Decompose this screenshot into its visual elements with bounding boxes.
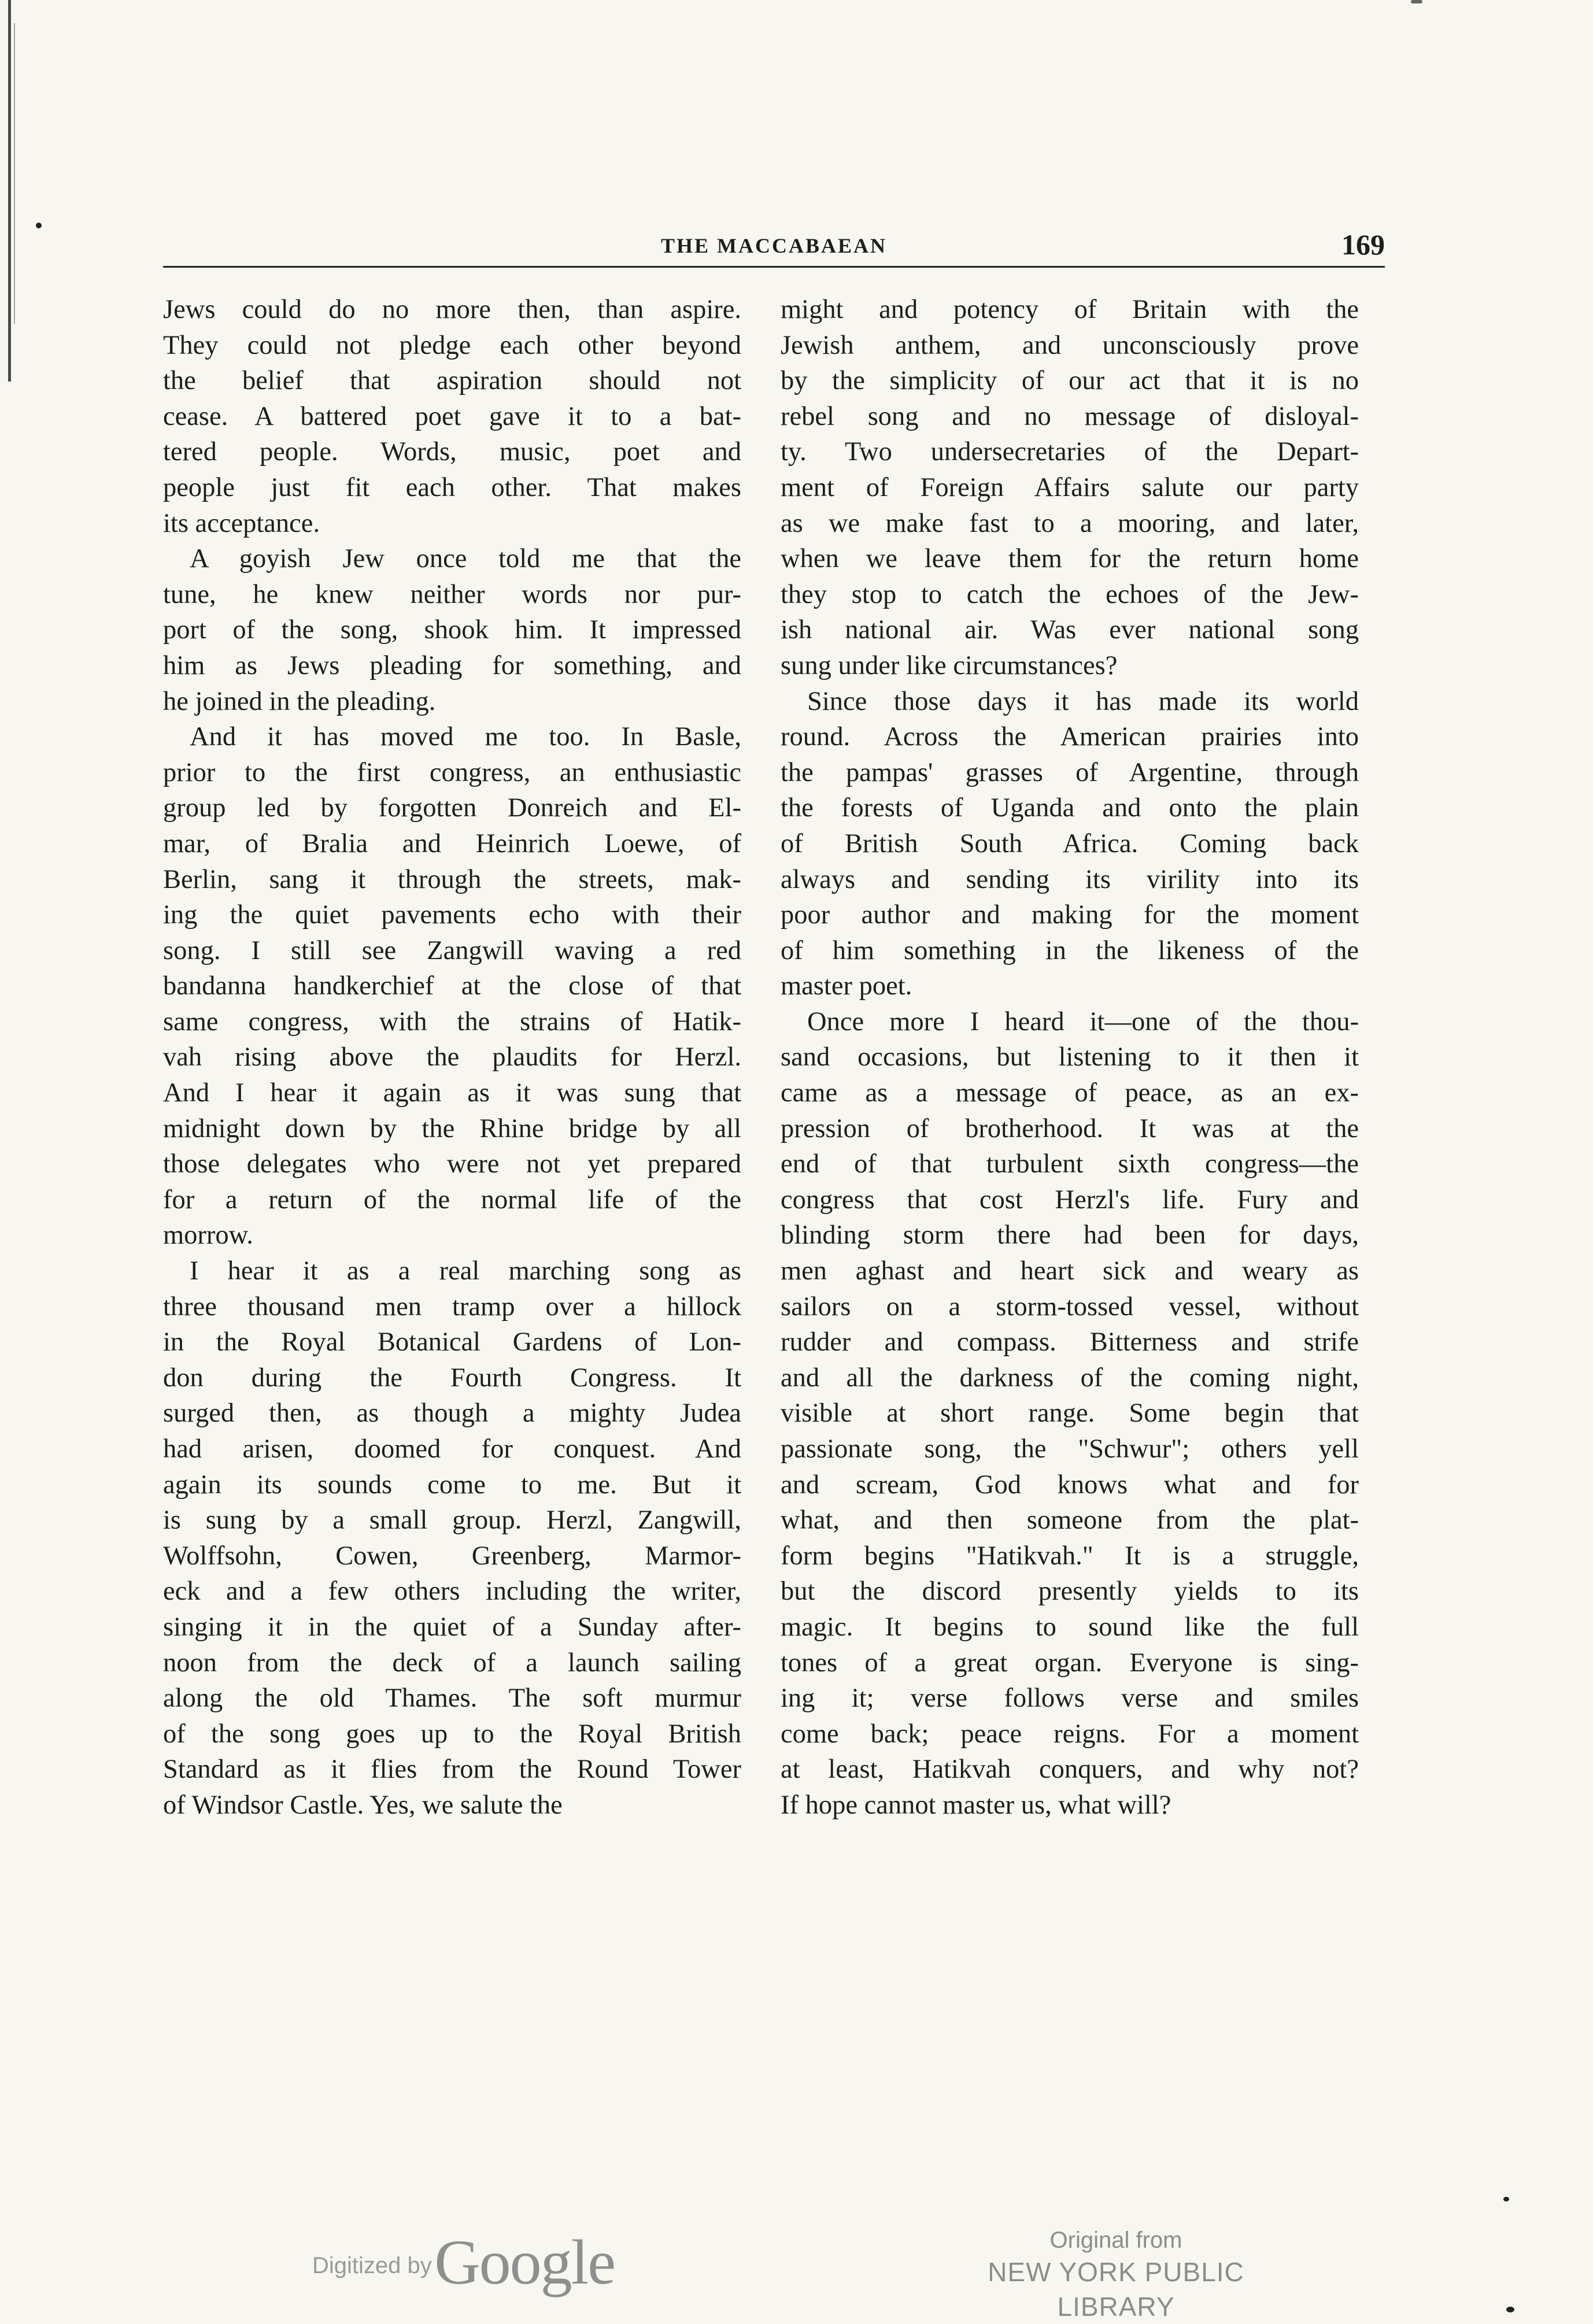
text-line: Wolffsohn, Cowen, Greenberg, Marmor- (163, 1541, 741, 1571)
text-line: people just fit each other. That makes (163, 472, 741, 502)
scan-speck (36, 223, 42, 228)
text-line: passionate song, the "Schwur"; others yell (781, 1434, 1359, 1464)
text-line: in the Royal Botanical Gardens of Lon- (163, 1327, 741, 1357)
page-number: 169 (1341, 228, 1385, 261)
text-line: noon from the deck of a launch sailing (163, 1648, 741, 1678)
text-line: of Windsor Castle. Yes, we salute the (163, 1790, 563, 1820)
scan-speck (1506, 2307, 1514, 2312)
text-line: him as Jews pleading for something, and (163, 650, 741, 680)
text-line: end of that turbulent sixth congress—the (781, 1149, 1359, 1179)
text-line: sand occasions, but listening to it then it (781, 1042, 1359, 1072)
text-line: and all the darkness of the coming night, (781, 1363, 1359, 1393)
text-line: And it has moved me too. In Basle, (190, 722, 741, 752)
text-line: Jews could do no more then, than aspire. (163, 295, 741, 324)
text-line: of him something in the likeness of the (781, 935, 1359, 965)
text-line: I hear it as a real marching song as (190, 1256, 741, 1286)
text-line: come back; peace reigns. For a moment (781, 1719, 1359, 1749)
text-line: tones of a great organ. Everyone is sing- (781, 1648, 1359, 1678)
text-line: might and potency of Britain with the (781, 295, 1359, 324)
text-line: tered people. Words, music, poet and (163, 437, 741, 467)
text-line: tune, he knew neither words nor pur- (163, 579, 741, 609)
text-line: sung under like circumstances? (781, 650, 1118, 680)
text-line: vah rising above the plaudits for Herzl. (163, 1042, 741, 1072)
text-line: Standard as it flies from the Round Tower (163, 1755, 741, 1785)
text-line: same congress, with the strains of Hatik- (163, 1006, 741, 1037)
text-line: ty. Two undersecretaries of the Depart- (781, 437, 1359, 467)
text-line: ish national air. Was ever national song (781, 615, 1359, 645)
text-line: again its sounds come to me. But it (163, 1470, 741, 1500)
text-line: If hope cannot master us, what will? (781, 1790, 1171, 1820)
library-name: NEW YORK PUBLIC LIBRARY (988, 2257, 1244, 2322)
text-line: round. Across the American prairies into (781, 722, 1359, 752)
text-line: at least, Hatikvah conquers, and why not? (781, 1755, 1359, 1785)
text-column-right (781, 292, 1359, 1823)
text-line: had arisen, doomed for conquest. And (163, 1434, 741, 1464)
text-line: of British South Africa. Coming back (781, 828, 1359, 858)
text-line: blinding storm there had been for days, (781, 1220, 1359, 1250)
text-line: rudder and compass. Bitterness and strife (781, 1327, 1359, 1357)
original-from-label: Original from (1049, 2227, 1182, 2253)
text-line: poor author and making for the moment (781, 900, 1359, 930)
text-line: port of the song, shook him. It impressed (163, 615, 741, 645)
text-line: rebel song and no message of disloyal- (781, 401, 1359, 431)
digitized-label: Digitized by (312, 2253, 432, 2278)
text-line: men aghast and heart sick and weary as (781, 1256, 1359, 1286)
text-line: surged then, as though a mighty Judea (163, 1398, 741, 1429)
original-source (937, 2226, 1295, 2324)
text-line: mar, of Bralia and Heinrich Loewe, of (163, 828, 741, 858)
text-line: cease. A battered poet gave it to a bat- (163, 401, 741, 431)
text-line: magic. It begins to sound like the full (781, 1612, 1359, 1642)
text-line: congress that cost Herzl's life. Fury and (781, 1185, 1359, 1215)
text-line: ment of Foreign Affairs salute our party (781, 472, 1359, 502)
text-line: as we make fast to a mooring, and later, (781, 508, 1359, 538)
text-line: came as a message of peace, as an ex- (781, 1078, 1359, 1108)
text-line: And I hear it again as it was sung that (163, 1078, 741, 1108)
text-line: and scream, God knows what and for (781, 1470, 1359, 1500)
text-line: sailors on a storm-tossed vessel, without (781, 1291, 1359, 1322)
text-line: of the song goes up to the Royal British (163, 1719, 741, 1749)
scan-speck (1411, 0, 1422, 3)
text-line: group led by forgotten Donreich and El- (163, 793, 741, 823)
text-line: bandanna handkerchief at the close of that (163, 971, 741, 1001)
text-line: ing it; verse follows verse and smiles (781, 1683, 1359, 1714)
text-column-left (163, 292, 741, 1823)
text-line: along the old Thames. The soft murmur (163, 1683, 741, 1714)
text-line: singing it in the quiet of a Sunday after- (163, 1612, 741, 1642)
text-line: Jewish anthem, and unconsciously prove (781, 330, 1359, 360)
text-line: midnight down by the Rhine bridge by all (163, 1113, 741, 1144)
text-line: form begins "Hatikvah." It is a struggle, (781, 1541, 1359, 1571)
text-line: three thousand men tramp over a hillock (163, 1291, 741, 1322)
text-line: prior to the first congress, an enthusiastic (163, 757, 741, 787)
text-line: pression of brotherhood. It was at the (781, 1113, 1359, 1144)
text-line: he joined in the pleading. (163, 686, 436, 716)
text-line: visible at short range. Some begin that (781, 1398, 1359, 1429)
text-line: master poet. (781, 971, 912, 1001)
text-line: eck and a few others including the writer, (163, 1577, 741, 1607)
text-line: those delegates who were not yet prepared (163, 1149, 741, 1179)
text-line: its acceptance. (163, 508, 320, 538)
digitized-by-google (312, 2226, 615, 2299)
text-line: morrow. (163, 1220, 253, 1250)
text-line: what, and then someone from the plat- (781, 1505, 1359, 1535)
text-line: song. I still see Zangwill waving a red (163, 935, 741, 965)
scan-speck (1503, 2197, 1509, 2201)
text-line: They could not pledge each other beyond (163, 330, 741, 360)
running-title: THE MACCABAEAN (660, 234, 887, 257)
text-line: ing the quiet pavements echo with their (163, 900, 741, 930)
text-line: A goyish Jew once told me that the (190, 544, 741, 574)
text-line: Since those days it has made its world (807, 686, 1359, 716)
text-line: by the simplicity of our act that it is no (781, 366, 1359, 396)
text-line: but the discord presently yields to its (781, 1577, 1359, 1607)
scan-edge-artifact (8, 0, 11, 382)
text-line: Once more I heard it—one of the thou- (807, 1006, 1359, 1037)
text-line: is sung by a small group. Herzl, Zangwill, (163, 1505, 741, 1535)
text-line: the belief that aspiration should not (163, 366, 741, 396)
text-line: Berlin, sang it through the streets, mak- (163, 864, 741, 894)
text-line: the pampas' grasses of Argentine, through (781, 757, 1359, 787)
text-line: always and sending its virility into its (781, 864, 1359, 894)
text-line: don during the Fourth Congress. It (163, 1363, 741, 1393)
text-line: when we leave them for the return home (781, 544, 1359, 574)
scan-edge-artifact (14, 23, 15, 324)
text-line: the forests of Uganda and onto the plain (781, 793, 1359, 823)
text-line: for a return of the normal life of the (163, 1185, 741, 1215)
google-logo: Google (434, 2227, 615, 2297)
text-line: they stop to catch the echoes of the Jew- (781, 579, 1359, 609)
page-header (163, 225, 1385, 268)
